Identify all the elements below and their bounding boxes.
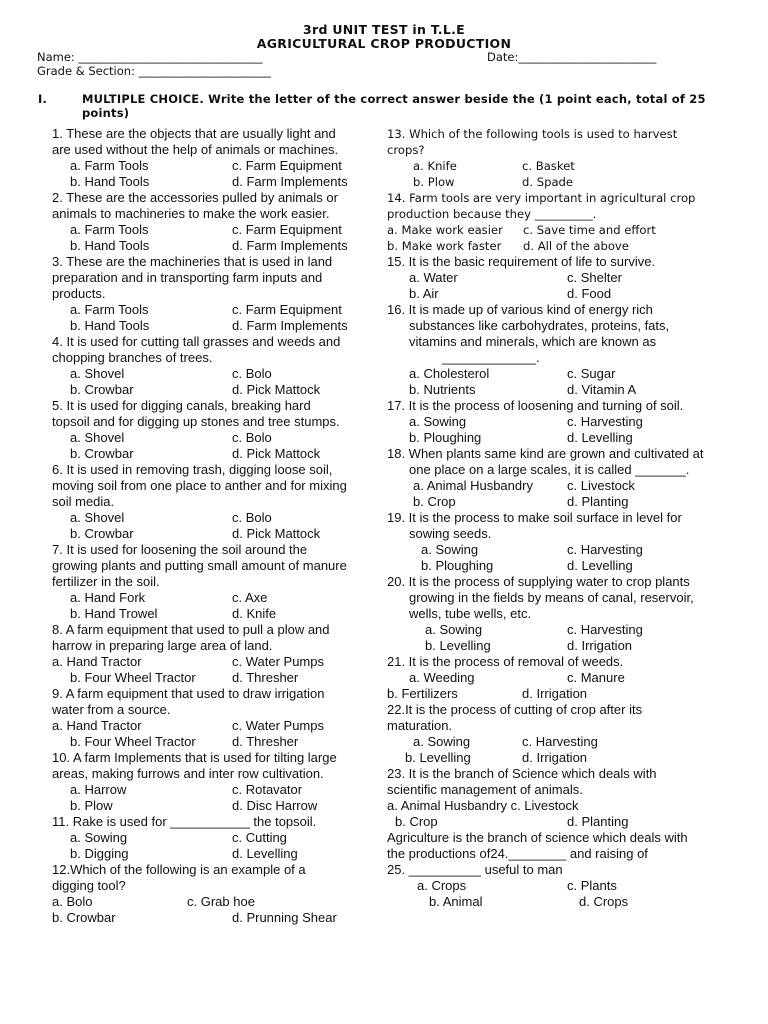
answer-choice: b. Crowbar (70, 382, 134, 397)
answer-choice-row (387, 542, 737, 558)
question-text-line: 8. A farm equipment that used to pull a plow and (52, 622, 330, 637)
answer-choice: a. Shovel (70, 510, 125, 525)
answer-choice: d. Levelling (567, 430, 633, 445)
answer-choice: c. Cutting (232, 830, 287, 845)
answer-choice: c. Plants (567, 878, 617, 893)
question-text-line: 6. It is used in removing trash, digging loose soil, (52, 462, 333, 477)
section-instructions-cont: points) (82, 106, 130, 120)
answer-choice: b. Make work faster (387, 239, 502, 253)
answer-choice: d. Pick Mattock (232, 446, 321, 461)
answer-choice: a. Sowing (425, 622, 483, 637)
answer-choice: a. Farm Tools (70, 302, 149, 317)
question-text-line: Agriculture is the branch of science which deals with (387, 830, 688, 845)
question-text-line: sowing seeds. (409, 526, 492, 541)
answer-choice: d. Planting (567, 494, 629, 509)
answer-choice: d. Pick Mattock (232, 382, 321, 397)
answer-choice: b. Animal (429, 894, 483, 909)
answer-choice: c. Farm Equipment (232, 158, 342, 173)
answer-choice: b. Four Wheel Tractor (70, 670, 196, 685)
test-title: 3rd UNIT TEST in T.L.E (302, 22, 465, 37)
date-field: Date:________________________ (487, 50, 657, 64)
answer-choice: b. Hand Tools (70, 318, 150, 333)
question-text-line: are used without the help of animals or machines. (52, 142, 339, 157)
answer-choice: d. Irrigation (522, 750, 588, 765)
question-text-line: 17. It is the process of loosening and turning of soil. (387, 398, 684, 413)
answer-choice: c. Harvesting (567, 622, 643, 637)
answer-choice: a. Shovel (70, 430, 125, 445)
answer-choice: c. Axe (232, 590, 268, 605)
question-text-line: 19. It is the process to make soil surface in level for (387, 510, 682, 525)
question-text-line: 13. Which of the following tools is used to harvest (387, 127, 678, 141)
answer-choice: a. Farm Tools (70, 158, 149, 173)
answer-choice-row (52, 318, 372, 334)
answer-choice: d. Farm Implements (232, 238, 348, 253)
answer-choice: a. Sowing (409, 414, 467, 429)
question-text-line: 23. It is the branch of Science which deals with (387, 766, 657, 781)
answer-choice: b. Ploughing (409, 430, 482, 445)
question-text-line: 9. A farm equipment that used to draw irrigation (52, 686, 325, 701)
answer-choice: a. Make work easier (387, 223, 503, 237)
answer-choice-row (52, 606, 372, 622)
question-text-line: a. Animal Husbandry c. Livestock (387, 798, 579, 813)
answer-choice: c. Shelter (567, 270, 622, 285)
answer-choice-row (387, 734, 737, 750)
answer-choice-row (52, 174, 372, 190)
question-text-line: soil media. (52, 494, 115, 509)
answer-choice: a. Hand Tractor (52, 654, 142, 669)
answer-choice: b. Crowbar (70, 526, 134, 541)
answer-choice-row (387, 158, 737, 174)
answer-choice: c. Save time and effort (523, 223, 656, 237)
answer-choice-row (52, 782, 372, 798)
answer-choice-row (387, 238, 737, 254)
question-text-line: one place on a large scales, it is called _______. (409, 462, 690, 477)
question-text-line: the productions of24.________ and raising of (387, 846, 648, 861)
answer-choice-row (52, 238, 372, 254)
question-text-line: preparation and in transporting farm inputs and (52, 270, 323, 285)
answer-choice: a. Sowing (421, 542, 479, 557)
answer-choice: d. Irrigation (522, 686, 588, 701)
answer-choice: d. All of the above (523, 239, 629, 253)
answer-choice-row (52, 222, 372, 238)
question-text-line: 11. Rake is used for ___________ the topsoil. (52, 814, 317, 829)
answer-choice: c. Bolo (232, 366, 272, 381)
question-text-line: animals to machineries to make the work easier. (52, 206, 330, 221)
answer-choice: b. Ploughing (421, 558, 494, 573)
question-text-line: products. (52, 286, 106, 301)
question-text-line: chopping branches of trees. (52, 350, 213, 365)
answer-choice-row (387, 814, 737, 830)
grade-section-field: Grade & Section: _______________________ (37, 64, 271, 78)
question-text-line: 16. It is made up of various kind of energy rich (387, 302, 653, 317)
answer-choice-row (52, 734, 372, 750)
answer-choice: c. Bolo (232, 430, 272, 445)
answer-choice: b. Levelling (425, 638, 491, 653)
answer-choice-row (52, 446, 372, 462)
answer-choice-row (52, 302, 372, 318)
question-text-line: 21. It is the process of removal of weeds. (387, 654, 624, 669)
answer-choice: b. Plow (413, 175, 455, 189)
question-text-line: substances like carbohydrates, proteins, fats, (409, 318, 670, 333)
answer-choice: c. Water Pumps (232, 718, 324, 733)
question-text-line: 4. It is used for cutting tall grasses and weeds and (52, 334, 341, 349)
answer-choice: a. Knife (413, 159, 457, 173)
answer-choice: d. Farm Implements (232, 318, 348, 333)
question-text-line: maturation. (387, 718, 453, 733)
answer-choice-row (52, 654, 372, 670)
answer-choice: d. Farm Implements (232, 174, 348, 189)
answer-choice: c. Water Pumps (232, 654, 324, 669)
answer-choice-row (387, 366, 737, 382)
answer-choice: a. Farm Tools (70, 222, 149, 237)
answer-choice: d. Thresher (232, 670, 299, 685)
answer-choice: b. Crowbar (70, 446, 134, 461)
question-text-line: 2. These are the accessories pulled by animals or (52, 190, 338, 205)
answer-choice: c. Grab hoe (187, 894, 255, 909)
question-text-line: _____________. (442, 350, 540, 365)
answer-choice-row (387, 270, 737, 286)
answer-choice: d. Irrigation (567, 638, 633, 653)
answer-choice: d. Levelling (232, 846, 298, 861)
section-instructions: MULTIPLE CHOICE. Write the letter of the correct answer beside the (1 point each, total of 25 (82, 92, 706, 106)
answer-choice: c. Sugar (567, 366, 616, 381)
answer-choice: b. Crop (395, 814, 438, 829)
answer-choice: c. Farm Equipment (232, 222, 342, 237)
answer-choice-row (387, 430, 737, 446)
question-text-line: 14. Farm tools are very important in agricultural crop (387, 191, 696, 205)
answer-choice-row (52, 158, 372, 174)
answer-choice: c. Harvesting (567, 542, 643, 557)
answer-choice: a. Shovel (70, 366, 125, 381)
answer-choice: b. Hand Trowel (70, 606, 158, 621)
answer-choice: b. Hand Tools (70, 174, 150, 189)
answer-choice: a. Sowing (70, 830, 128, 845)
question-text-line: 12.Which of the following is an example of a (52, 862, 306, 877)
question-text-line: 15. It is the basic requirement of life to survive. (387, 254, 656, 269)
answer-choice: b. Hand Tools (70, 238, 150, 253)
question-text-line: scientific management of animals. (387, 782, 583, 797)
answer-choice: b. Levelling (405, 750, 471, 765)
answer-choice: d. Thresher (232, 734, 299, 749)
answer-choice: b. Crowbar (52, 910, 116, 925)
answer-choice-row (387, 638, 737, 654)
answer-choice: a. Water (409, 270, 458, 285)
answer-choice: a. Hand Fork (70, 590, 146, 605)
question-text-line: 10. A farm Implements that is used for tilting large (52, 750, 337, 765)
answer-choice: c. Rotavator (232, 782, 303, 797)
answer-choice: a. Cholesterol (409, 366, 490, 381)
answer-choice: b. Nutrients (409, 382, 476, 397)
answer-choice: c. Farm Equipment (232, 302, 342, 317)
answer-choice-row (387, 222, 737, 238)
question-text-line: 7. It is used for loosening the soil around the (52, 542, 308, 557)
answer-choice: d. Knife (232, 606, 277, 621)
question-text-line: 20. It is the process of supplying water to crop plants (387, 574, 690, 589)
answer-choice-row (387, 670, 737, 686)
answer-choice-row (387, 286, 737, 302)
answer-choice: b. Digging (70, 846, 129, 861)
answer-choice-row (52, 798, 372, 814)
answer-choice-row (387, 750, 737, 766)
question-text-line: areas, making furrows and inter row cultivation. (52, 766, 324, 781)
answer-choice-row (52, 382, 372, 398)
question-text-line: growing in the fields by means of canal, reservoir, (409, 590, 694, 605)
question-text-line: 3. These are the machineries that is used in land (52, 254, 333, 269)
question-text-line: 22.It is the process of cutting of crop after its (387, 702, 643, 717)
answer-choice-row (387, 558, 737, 574)
answer-choice: d. Levelling (567, 558, 633, 573)
question-text-line: wells, tube wells, etc. (409, 606, 532, 621)
answer-choice: a. Hand Tractor (52, 718, 142, 733)
question-text-line: harrow in preparing large area of land. (52, 638, 273, 653)
answer-choice: d. Prunning Shear (232, 910, 337, 925)
question-text-line: 1. These are the objects that are usually light and (52, 126, 336, 141)
answer-choice: d. Crops (579, 894, 629, 909)
test-subject: AGRICULTURAL CROP PRODUCTION (256, 36, 512, 51)
answer-choice: a. Crops (417, 878, 467, 893)
answer-choice-row (387, 382, 737, 398)
answer-choice-row (52, 366, 372, 382)
answer-choice: b. Air (409, 286, 439, 301)
answer-choice: d. Food (567, 286, 612, 301)
answer-choice-row (387, 478, 737, 494)
question-text-line: water from a source. (52, 702, 171, 717)
answer-choice: a. Weeding (409, 670, 475, 685)
answer-choice: c. Basket (522, 159, 575, 173)
name-field: Name: ________________________________ (37, 50, 263, 64)
answer-choice: d. Pick Mattock (232, 526, 321, 541)
questions-right-column (387, 126, 737, 910)
answer-choice: b. Plow (70, 798, 113, 813)
answer-choice-row (387, 414, 737, 430)
section-number: I. (38, 92, 48, 106)
answer-choice: a. Harrow (70, 782, 127, 797)
answer-choice-row (52, 670, 372, 686)
answer-choice: a. Bolo (52, 894, 93, 909)
answer-choice-row (52, 430, 372, 446)
answer-choice: a. Sowing (413, 734, 471, 749)
answer-choice: b. Crop (413, 494, 456, 509)
answer-choice-row (387, 686, 737, 702)
answer-choice-row (52, 718, 372, 734)
question-text-line: growing plants and putting small amount of manure (52, 558, 347, 573)
question-text-line: digging tool? (52, 878, 126, 893)
question-text-line: fertilizer in the soil. (52, 574, 160, 589)
question-text-line: 25. __________ useful to man (387, 862, 563, 877)
answer-choice: c. Harvesting (522, 734, 598, 749)
answer-choice: a. Animal Husbandry (413, 478, 533, 493)
question-text-line: 18. When plants same kind are grown and cultivated at (387, 446, 704, 461)
answer-choice-row (387, 494, 737, 510)
answer-choice: c. Manure (567, 670, 625, 685)
answer-choice: b. Fertilizers (387, 686, 458, 701)
answer-choice: c. Livestock (567, 478, 635, 493)
answer-choice-row (52, 590, 372, 606)
answer-choice: d. Vitamin A (567, 382, 637, 397)
answer-choice-row (52, 846, 372, 862)
answer-choice: c. Bolo (232, 510, 272, 525)
answer-choice-row (52, 510, 372, 526)
answer-choice: d. Disc Harrow (232, 798, 318, 813)
question-text-line: crops? (387, 143, 425, 157)
answer-choice: d. Spade (522, 175, 574, 189)
answer-choice-row (52, 910, 372, 926)
question-text-line: moving soil from one place to anther and for mixing (52, 478, 347, 493)
answer-choice-row (387, 894, 737, 910)
question-text-line: 5. It is used for digging canals, breaking hard (52, 398, 311, 413)
answer-choice-row (387, 878, 737, 894)
answer-choice-row (52, 894, 372, 910)
answer-choice-row (387, 622, 737, 638)
question-text-line: topsoil and for digging up stones and tree stumps. (52, 414, 340, 429)
answer-choice-row (52, 830, 372, 846)
answer-choice: b. Four Wheel Tractor (70, 734, 196, 749)
question-text-line: production because they __________. (387, 207, 597, 221)
questions-left-column (52, 126, 372, 926)
answer-choice-row (52, 526, 372, 542)
answer-choice: c. Harvesting (567, 414, 643, 429)
question-text-line: vitamins and minerals, which are known as (409, 334, 657, 349)
answer-choice: d. Planting (567, 814, 629, 829)
answer-choice-row (387, 174, 737, 190)
